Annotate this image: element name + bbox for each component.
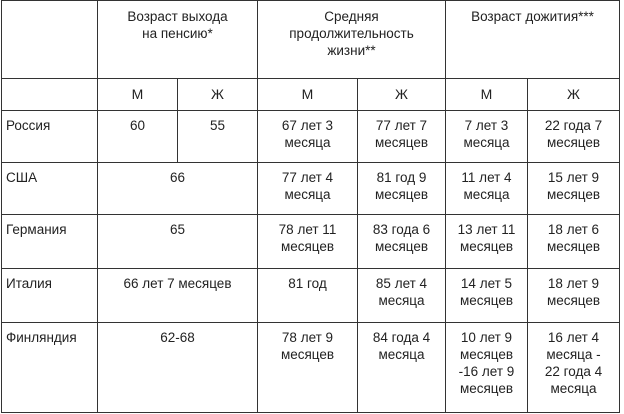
header-row — [2, 1, 620, 79]
value-line: 10 лет 9 — [460, 330, 513, 345]
value-line: месяцев — [280, 347, 335, 362]
retirement-male-value: 60 — [98, 111, 178, 163]
value-line: 67 лет 3 — [281, 118, 334, 133]
retirement-age-value: 65 — [98, 215, 258, 269]
value-line: месяцев — [546, 293, 601, 308]
value-line: 16 лет 4 — [547, 330, 600, 345]
header-survival-age-line-1: Возраст дожития*** — [471, 9, 594, 24]
table-row — [2, 323, 620, 413]
value-line: месяцев — [459, 381, 514, 396]
value-line: месяца — [378, 293, 425, 308]
value-line: месяцев — [280, 239, 335, 254]
life-female-header: Ж — [358, 79, 446, 111]
value-line: месяца — [550, 381, 597, 396]
value-line: -16 лет 9 — [458, 364, 515, 379]
value-line: 85 лет 4 — [375, 276, 428, 291]
value-line: 22 года 7 — [544, 118, 603, 133]
value-line: 84 года 4 — [372, 330, 431, 345]
life-female-value — [358, 269, 446, 323]
survival-male-value — [446, 163, 528, 215]
value-line: 78 лет 9 — [281, 330, 334, 345]
table-row — [2, 269, 620, 323]
value-line: месяцев — [546, 187, 601, 202]
life-female-value — [358, 163, 446, 215]
survival-female-value — [528, 215, 620, 269]
value-line: месяца — [378, 347, 425, 362]
life-male-value — [258, 323, 358, 413]
life-female-value — [358, 215, 446, 269]
table-row — [2, 163, 620, 215]
retirement-comparison-table — [1, 0, 620, 413]
value-line: месяцев — [374, 187, 429, 202]
value-line: 7 лет 3 — [464, 118, 509, 133]
value-line: месяца — [463, 135, 510, 150]
retirement-age-value: 66 — [98, 163, 258, 215]
value-line: 83 года 6 — [372, 222, 431, 237]
table-row — [2, 215, 620, 269]
value-line: месяцев — [459, 347, 514, 362]
header-life-expectancy-line-3: жизни** — [327, 43, 376, 58]
table-row — [2, 111, 620, 163]
value-line: месяцев — [459, 239, 514, 254]
country-name: Россия — [2, 111, 98, 163]
value-line: 11 лет 4 — [461, 170, 512, 185]
value-line: 81 год — [288, 276, 327, 291]
country-name: Германия — [2, 215, 98, 269]
country-name: США — [2, 163, 98, 215]
header-retirement-age — [98, 1, 258, 79]
value-line: 15 лет 9 — [547, 170, 600, 185]
value-line: месяца — [463, 187, 510, 202]
value-line: 13 лет 11 — [457, 222, 516, 237]
value-line: месяцев — [546, 239, 601, 254]
survival-female-value — [528, 163, 620, 215]
retirement-female-value: 55 — [178, 111, 258, 163]
value-line: 78 лет 11 — [278, 222, 337, 237]
survival-female-header: Ж — [528, 79, 620, 111]
retirement-table-wrapper — [1, 0, 620, 413]
survival-male-header: М — [446, 79, 528, 111]
header-retirement-age-line-2: на пенсию* — [142, 26, 213, 41]
retirement-age-value: 62-68 — [98, 323, 258, 413]
value-line: 18 лет 9 — [547, 276, 600, 291]
survival-female-value — [528, 323, 620, 413]
header-retirement-age-line-1: Возраст выхода — [127, 9, 228, 24]
header-life-expectancy-line-2: продолжительность — [289, 26, 414, 41]
life-male-header: М — [258, 79, 358, 111]
value-line: месяцев — [374, 239, 429, 254]
value-line: 22 года 4 — [544, 364, 603, 379]
life-male-value — [258, 269, 358, 323]
life-male-value — [258, 215, 358, 269]
value-line: 77 лет 7 — [375, 118, 428, 133]
header-life-expectancy-line-1: Средняя — [324, 9, 379, 24]
value-line: 14 лет 5 — [460, 276, 513, 291]
survival-male-value — [446, 215, 528, 269]
country-name: Италия — [2, 269, 98, 323]
retirement-age-value: 66 лет 7 месяцев — [98, 269, 258, 323]
value-line: 18 лет 6 — [547, 222, 600, 237]
life-female-value — [358, 323, 446, 413]
life-male-value — [258, 111, 358, 163]
corner-cell — [2, 1, 98, 79]
header-life-expectancy — [258, 1, 446, 79]
retirement-male-header: М — [98, 79, 178, 111]
value-line: месяцев — [374, 135, 429, 150]
sex-subheader-row — [2, 79, 620, 111]
value-line: 81 год 9 — [376, 170, 427, 185]
value-line: месяца — [284, 187, 331, 202]
value-line: месяцев — [546, 135, 601, 150]
survival-male-value — [446, 269, 528, 323]
value-line: месяца - — [546, 347, 601, 362]
value-line: месяца — [284, 135, 331, 150]
life-male-value — [258, 163, 358, 215]
survival-female-value — [528, 111, 620, 163]
sex-subheader-blank — [2, 79, 98, 111]
survival-female-value — [528, 269, 620, 323]
header-survival-age — [446, 1, 620, 79]
retirement-female-header: Ж — [178, 79, 258, 111]
survival-male-value — [446, 111, 528, 163]
country-name: Финляндия — [2, 323, 98, 413]
value-line: месяцев — [459, 293, 514, 308]
life-female-value — [358, 111, 446, 163]
survival-male-value — [446, 323, 528, 413]
value-line: 77 лет 4 — [281, 170, 334, 185]
